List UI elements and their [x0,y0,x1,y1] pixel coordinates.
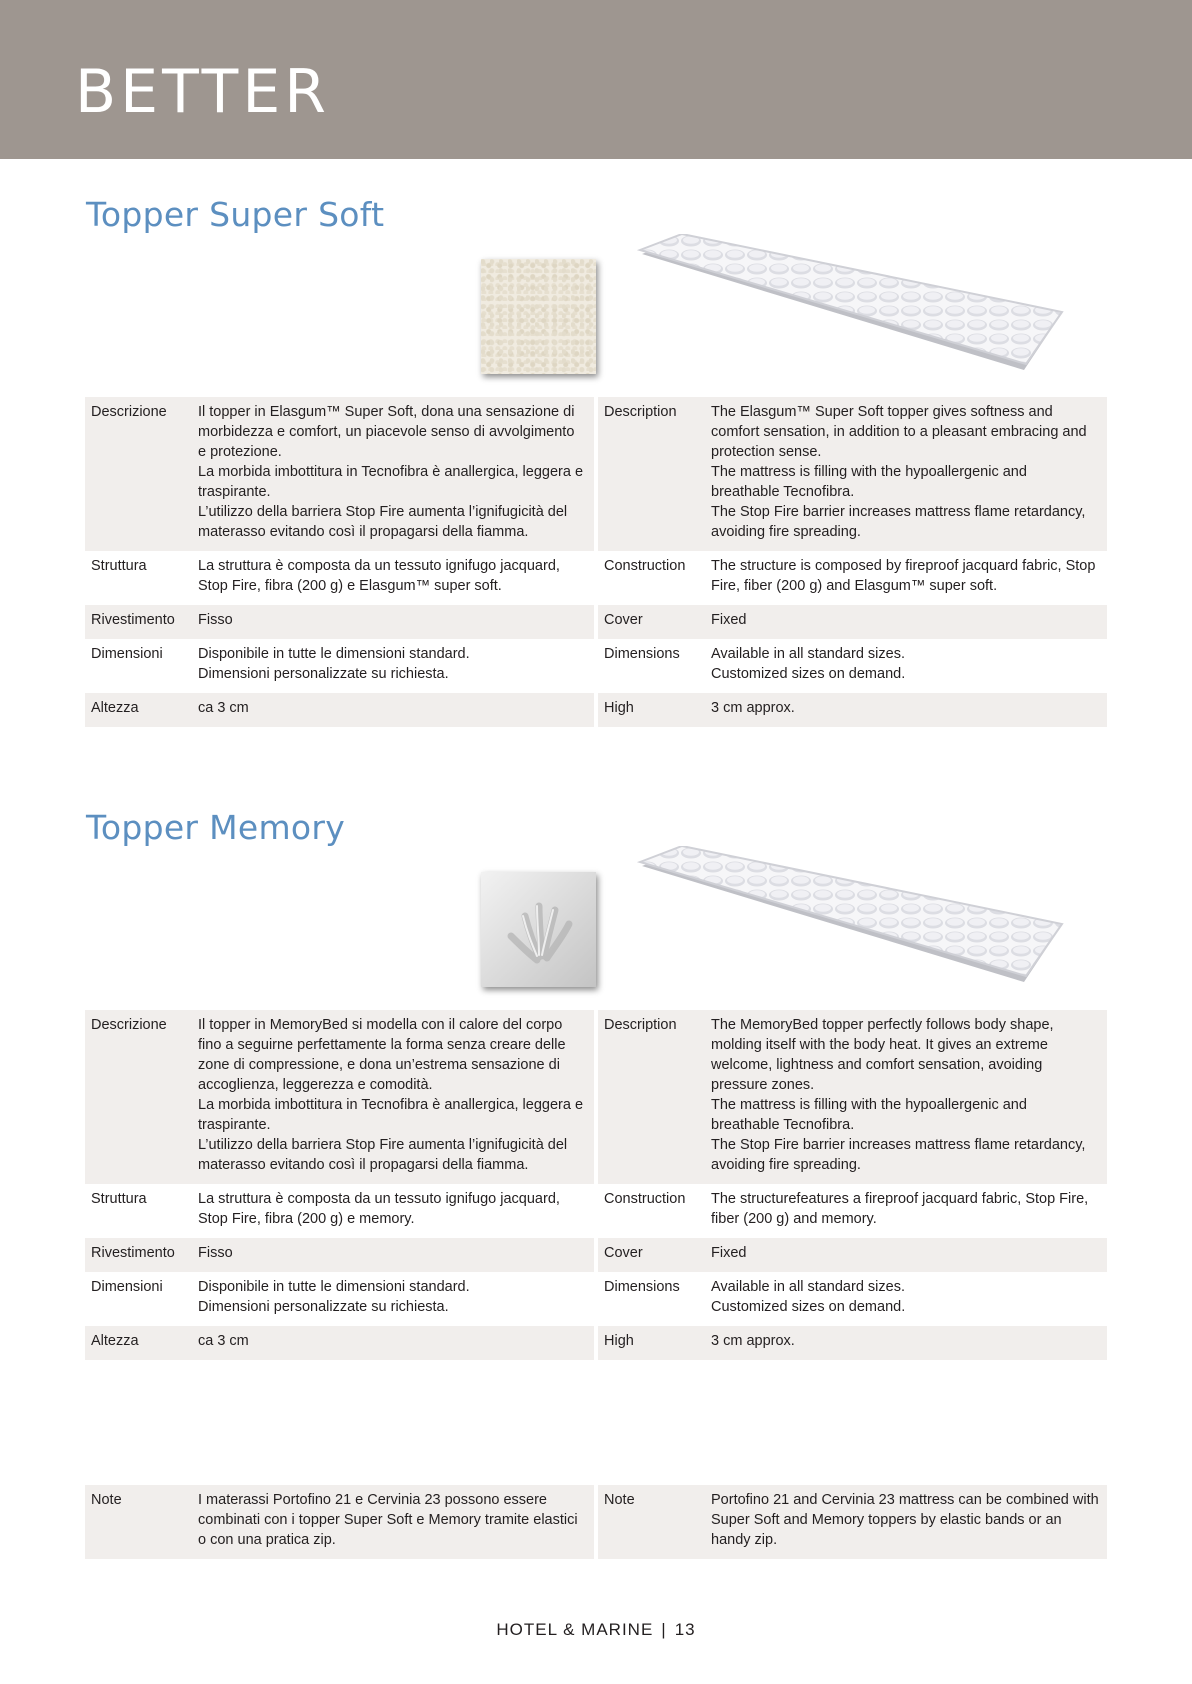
spec-value-it: Il topper in MemoryBed si modella con il calore del corpo fino a seguirne perfettamente la forma senza creare delle zone di compressione, e dona un’estrema sensazione di accoglienza, leggerezza e comodità. La morbida imbottitura in Tecnofibra è anallergica, leggera e traspirante. L’utilizzo della barriera Stop Fire aumenta l’ignifugicità del materasso evitando così il propagarsi della fiamma. [198,1017,584,1173]
note-row [85,1485,1107,1559]
spec-value-it: Fisso [198,612,233,628]
spec-row-dimensions [85,1272,1107,1326]
spec-value-en: The Elasgum™ Super Soft topper gives softness and comfort sensation, in addition to a pleasant embracing and protection sense. The mattress is filling with the hypoallergenic and breathable Tecnofibra. The Stop Fire barrier increases mattress flame retardancy, avoiding fire spreading. [711,404,1087,540]
note-label-it: Note [91,1492,122,1508]
spec-row-description [85,1010,1107,1184]
spec-row-height [85,693,1107,727]
spec-row-structure [85,551,1107,605]
super-soft-spec-table [85,397,1107,727]
memory-spec-table [85,1010,1107,1360]
spec-label-it: Dimensioni [91,1279,163,1295]
spec-label-en: Construction [604,1191,686,1207]
spec-row-height [85,1326,1107,1360]
spec-label-it: Altezza [91,1333,139,1349]
spec-label-it: Struttura [91,558,147,574]
spec-row-structure [85,1184,1107,1238]
spec-value-it: La struttura è composta da un tessuto ignifugo jacquard, Stop Fire, fibra (200 g) e Elasgum™ super soft. [198,558,560,594]
spec-row-dimensions [85,639,1107,693]
note-table [85,1485,1107,1559]
note-value-it: I materassi Portofino 21 e Cervinia 23 possono essere combinati con i topper Super Soft e Memory tramite elastici o con una pratica zip. [198,1492,578,1548]
spec-value-en: The structurefeatures a fireproof jacquard fabric, Stop Fire, fiber (200 g) and memory. [711,1191,1089,1227]
memory-mattress-image [636,846,1066,986]
spec-value-en: The structure is composed by fireproof jacquard fabric, Stop Fire, fiber (200 g) and Elasgum™ super soft. [711,558,1096,594]
spec-value-en: The MemoryBed topper perfectly follows body shape, molding itself with the body heat. It gives an extreme welcome, lightness and comfort sensation, avoiding pressure zones. The mattress is filling with the hypoallergenic and breathable Tecnofibra. The Stop Fire barrier increases mattress flame retardancy, avoiding fire spreading. [711,1017,1086,1173]
spec-label-it: Rivestimento [91,1245,175,1261]
spec-row-description [85,397,1107,551]
spec-label-en: Cover [604,612,643,628]
header-banner [0,0,1192,159]
spec-label-en: Cover [604,1245,643,1261]
spec-label-it: Descrizione [91,404,167,420]
spec-label-en: Construction [604,558,686,574]
spec-label-en: Dimensions [604,646,680,662]
page-footer [0,1620,1192,1640]
note-value-en: Portofino 21 and Cervinia 23 mattress can be combined with Super Soft and Memory toppers by elastic bands or an handy zip. [711,1492,1099,1548]
spec-label-en: Dimensions [604,1279,680,1295]
spec-label-en: Description [604,1017,677,1033]
spec-row-cover [85,605,1107,639]
spec-value-en: Fixed [711,1245,747,1261]
footer-separator: | [661,1620,667,1639]
spec-label-it: Altezza [91,700,139,716]
spec-label-en: High [604,1333,634,1349]
page-title: BETTER [75,57,330,127]
spec-value-it: Disponibile in tutte le dimensioni standard. Dimensioni personalizzate su richiesta. [198,646,470,682]
spec-label-it: Struttura [91,1191,147,1207]
spec-row-cover [85,1238,1107,1272]
note-label-en: Note [604,1492,635,1508]
spec-value-en: 3 cm approx. [711,700,795,716]
spec-value-en: 3 cm approx. [711,1333,795,1349]
spec-label-it: Descrizione [91,1017,167,1033]
spec-value-it: Fisso [198,1245,233,1261]
spec-value-en: Available in all standard sizes. Customized sizes on demand. [711,1279,906,1315]
super-soft-mattress-image [636,234,1066,374]
spec-label-en: High [604,700,634,716]
spec-value-it: ca 3 cm [198,700,249,716]
section-title-memory: Topper Memory [86,808,346,847]
spec-label-it: Dimensioni [91,646,163,662]
super-soft-material-swatch [481,259,596,374]
spec-value-it: Disponibile in tutte le dimensioni standard. Dimensioni personalizzate su richiesta. [198,1279,470,1315]
spec-value-it: La struttura è composta da un tessuto ignifugo jacquard, Stop Fire, fibra (200 g) e memory. [198,1191,560,1227]
footer-brand: HOTEL & MARINE [496,1620,654,1639]
spec-value-it: ca 3 cm [198,1333,249,1349]
hand-imprint-icon [481,872,596,987]
memory-material-swatch [481,872,596,987]
spec-label-en: Description [604,404,677,420]
page-number: 13 [674,1620,696,1639]
spec-value-en: Available in all standard sizes. Customized sizes on demand. [711,646,906,682]
section-title-super-soft: Topper Super Soft [86,195,385,234]
spec-value-en: Fixed [711,612,747,628]
spec-value-it: Il topper in Elasgum™ Super Soft, dona una sensazione di morbidezza e comfort, un piacevole senso di avvolgimento e protezione. La morbida imbottitura in Tecnofibra è anallergica, leggera e traspirante. L’utilizzo della barriera Stop Fire aumenta l’ignifugicità del materasso evitando così il propagarsi della fiamma. [198,404,584,540]
spec-label-it: Rivestimento [91,612,175,628]
